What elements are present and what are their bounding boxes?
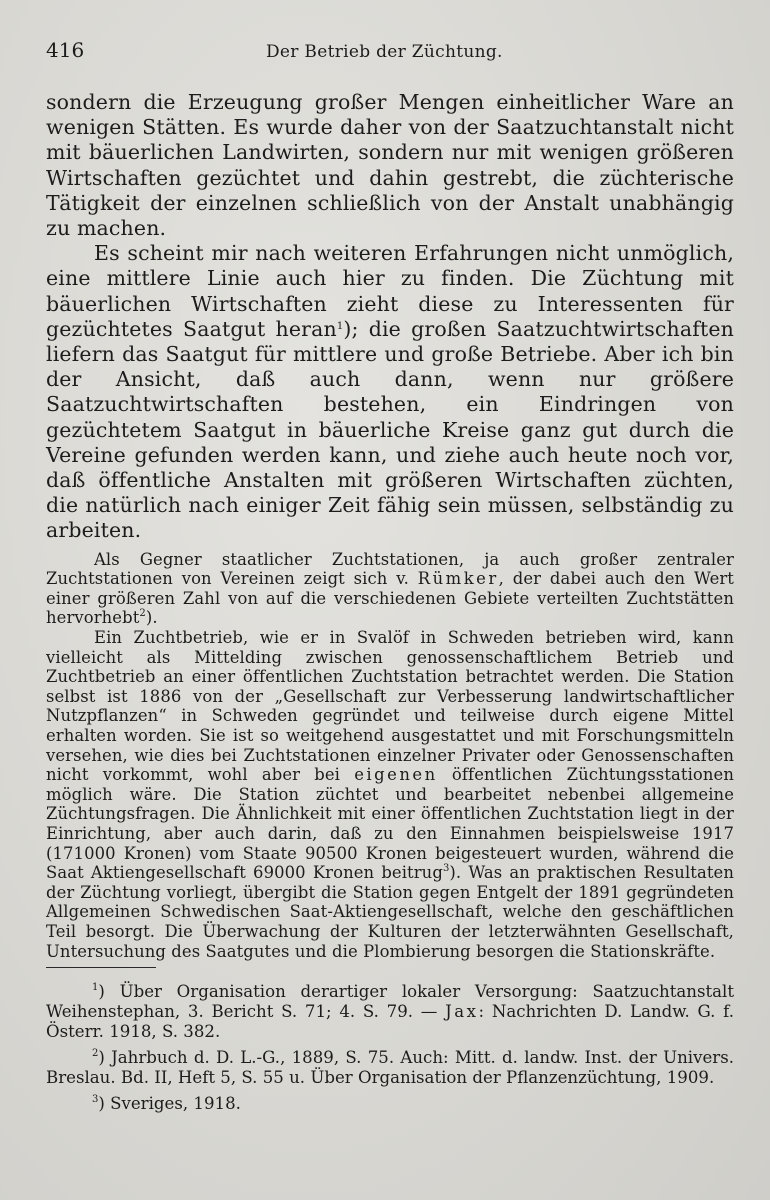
paragraph-2-part-a: Es scheint mir nach weiteren Erfahrungen nicht unmöglich, eine mittlere Linie auch hier zu finden. Die Züchtung mit bäuerlichen Wirtschaften zieht diese zu Interessenten für gezüchtetes Saatgut heran: [46, 241, 734, 341]
small-paragraph-2: [46, 628, 734, 961]
footnote-1-part-b: : Nachrichten D. Landw. G. f. Österr. 1918, S. 382.: [46, 1002, 734, 1042]
author-name-jax: Jax: [445, 1002, 479, 1022]
page-header: [46, 38, 734, 78]
footnote-ref-1: 1: [336, 320, 344, 332]
author-name-ruemker: Rümker: [417, 569, 499, 589]
small-paragraph-1-part-a: Als Gegner staatlicher Zuchtstationen, ja auch großer zentraler Zuchtstationen von Vereinen zeigt sich v.: [46, 549, 734, 589]
small-print-section: [46, 550, 734, 961]
footnote-2: [46, 1048, 734, 1088]
footnote-3-mark: 3: [92, 1094, 99, 1106]
footnote-3: [46, 1094, 734, 1114]
emphasized-word: eigenen: [354, 765, 438, 785]
page-number: 416: [46, 38, 85, 62]
footnote-3-text: ) Sveriges, 1918.: [98, 1094, 241, 1114]
small-paragraph-1-part-b: , der dabei auch den Wert einer größeren Zahl von auf die verschiedenen Gebiete verteilten Zuchtstätten hervorhebt: [46, 569, 734, 628]
footnote-2-text: ) Jahrbuch d. D. L.-G., 1889, S. 75. Auch: Mitt. d. landw. Inst. der Univers. Breslau. Bd. II, Heft 5, S. 55 u. Über Organisation der Pflanzenzüchtung, 1909.: [46, 1048, 734, 1088]
footnote-ref-2: 2: [139, 608, 146, 620]
small-paragraph-2-part-b: öffentlichen Züchtungsstationen möglich wäre. Die Station züchtet und bearbeitet nebenbei allgemeine Züchtungsfragen. Die Ähnlichkeit mit einer öffentlichen Zuchtstation liegt in der Einrichtung, aber auch darin, daß zu den Einnahmen beispielsweise 1917 (171000 Kronen) vom Staate 90500 Kronen beigesteuert wurden, während die Saat Aktiengesellschaft 69000 Kronen beitrug: [46, 765, 734, 883]
footnote-divider: [46, 967, 156, 968]
running-head: Der Betrieb der Züchtung.: [266, 42, 503, 62]
footnote-ref-3: 3: [442, 863, 450, 875]
footnote-1: [46, 982, 734, 1042]
footnote-1-mark: 1: [92, 982, 99, 994]
footnote-1-part-a: ) Über Organisation derartiger lokaler Versorgung: Saatzuchtanstalt Weihenstephan, 3. Bericht S. 71; 4. S. 79. —: [46, 982, 734, 1022]
small-paragraph-1: [46, 550, 734, 628]
small-paragraph-1-part-c: ).: [145, 608, 158, 628]
small-paragraph-2-part-a: Ein Zuchtbetrieb, wie er in Svalöf in Schweden betrieben wird, kann vielleicht als Mittelding zwischen genossenschaftlichem Betrieb und Zuchtbetrieb an einer öffentlichen Zuchtstation betrachtet werden. Die Station selbst ist 1886 von der „Gesellschaft zur Verbesserung landwirtschaftlicher Nutzpflanzen“ in Schweden gegründet und teilweise durch eigene Mittel erhalten worden. Sie ist so weitgehend ausgestattet und mit Forschungsmitteln versehen, wie dies bei Zuchtstationen einzelner Privater oder Genossenschaften nicht vorkommt, wohl aber bei: [46, 628, 734, 785]
paragraph-2-part-b: ); die großen Saatzuchtwirtschaften liefern das Saatgut für mittlere und große Betriebe. Aber ich bin der Ansicht, daß auch dann, wenn nur größere Saatzuchtwirtschaften bestehen, ein Eindringen von gezüchtetem Saatgut in bäuerliche Kreise ganz gut durch die Vereine gefunden werden kann, und ziehe auch heute noch vor, daß öffentliche Anstalten mit größeren Wirtschaften züchten, die natürlich nach einiger Zeit fähig sein müssen, selbständig zu arbeiten.: [46, 316, 735, 543]
paragraph-1: sondern die Erzeugung großer Mengen einheitlicher Ware an wenigen Stätten. Es wurde daher von der Saatzuchtanstalt nicht mit bäuerlichen Landwirten, sondern nur mit wenigen größeren Wirtschaften gezüchtet und dahin gestrebt, die züchterische Tätigkeit der einzelnen schließlich von der Anstalt unabhängig zu machen.: [46, 90, 734, 241]
footnote-2-mark: 2: [92, 1048, 99, 1060]
small-paragraph-2-part-c: ). Was an praktischen Resultaten der Züchtung vorliegt, übergibt die Station gegen Entgelt der 1891 gegründeten Allgemeinen Schwedischen Saat-Aktiengesellschaft, welche den geschäftlichen Teil besorgt. Die Überwachung der Kulturen der letzterwähnten Gesellschaft, Untersuchung des Saatgutes und die Plombierung besorgen die Stationskräfte.: [46, 863, 735, 961]
paragraph-2: [46, 241, 734, 543]
footnotes: [46, 982, 734, 1114]
main-text: [46, 90, 734, 544]
